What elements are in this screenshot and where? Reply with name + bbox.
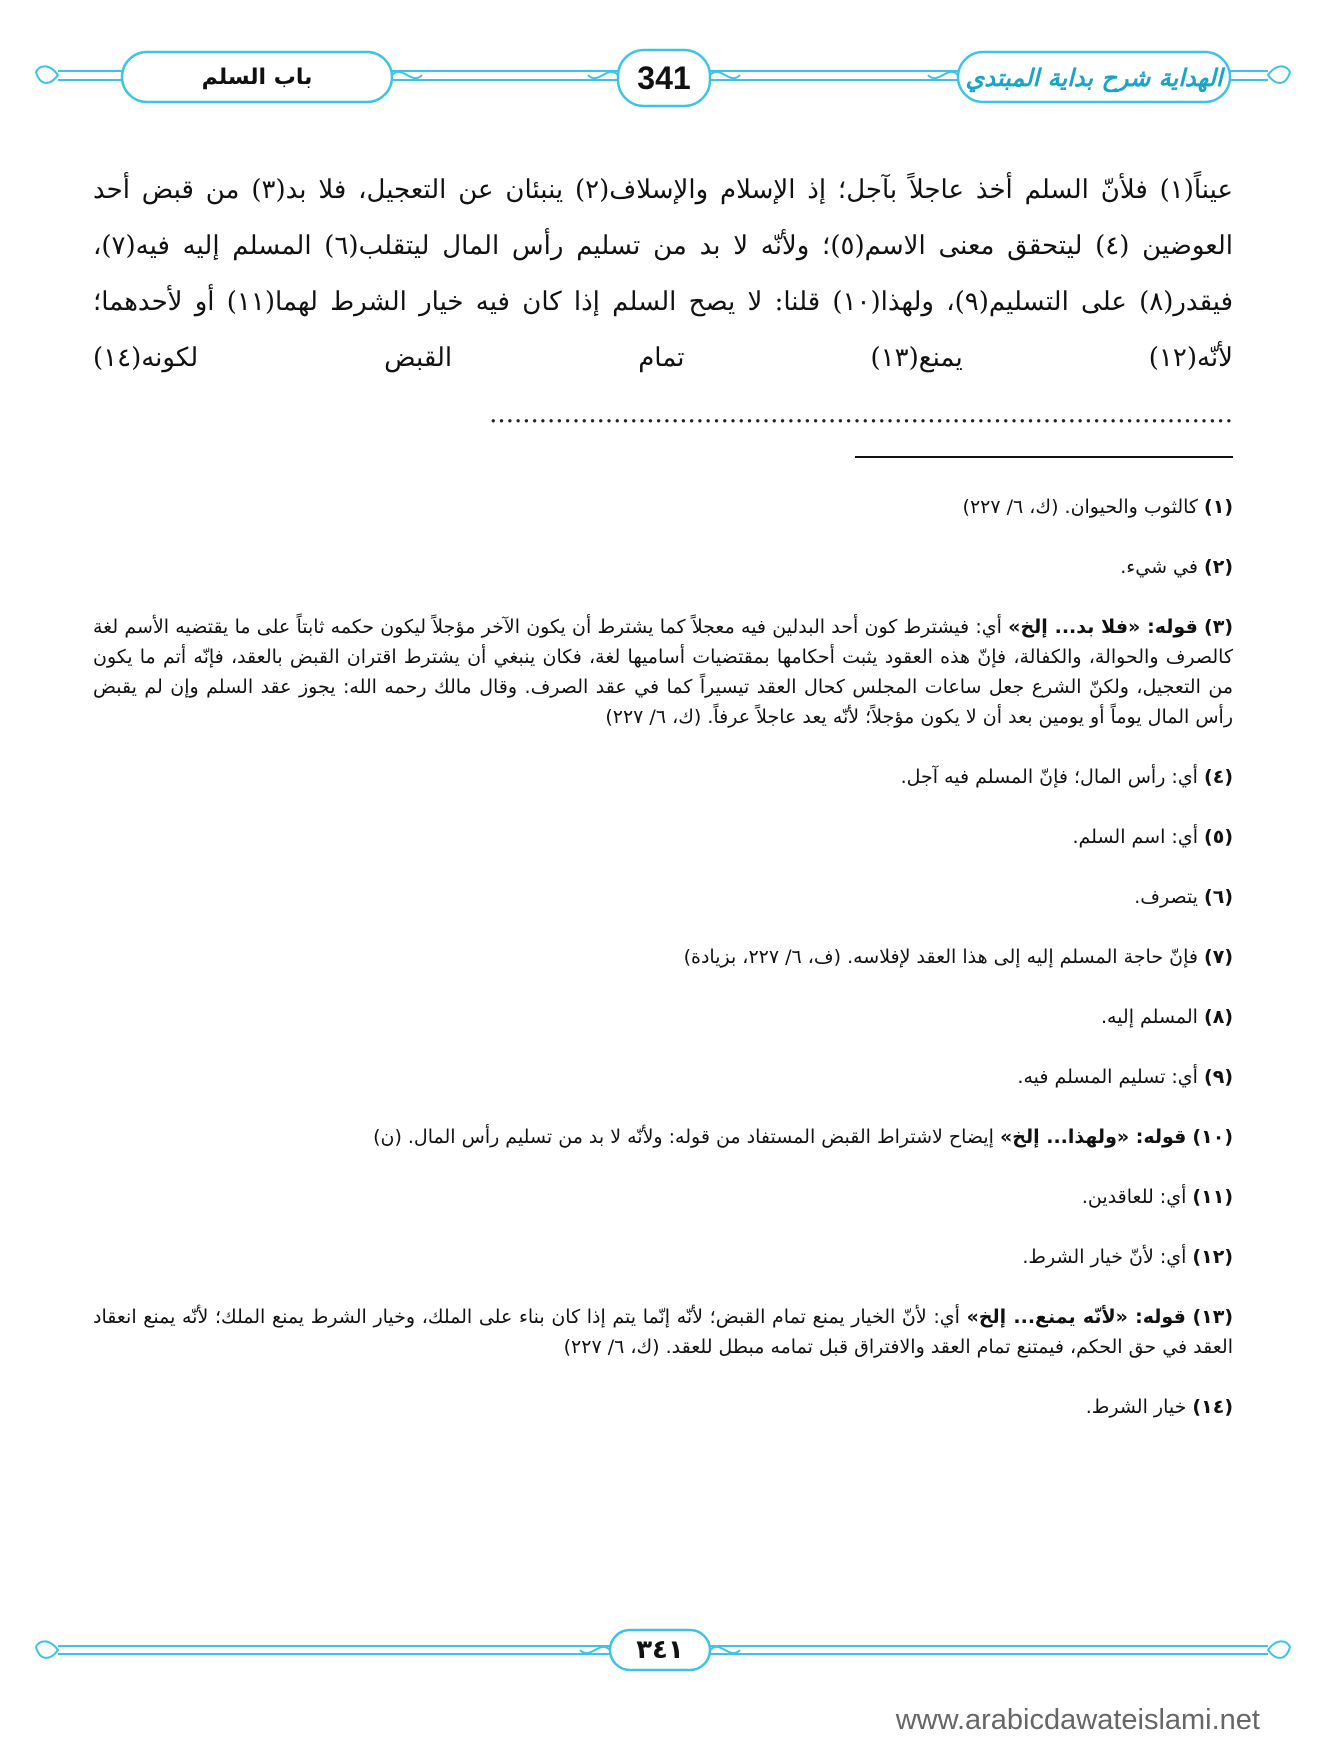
footnote-text: أي: اسم السلم. [1072, 826, 1198, 848]
footnote-text: يتصرف. [1134, 886, 1198, 908]
footnote-7 [93, 942, 1233, 972]
footnote-5 [93, 822, 1233, 852]
footnote-text: أي: رأس المال؛ فإنّ المسلم فيه آجل. [900, 766, 1198, 788]
header-page-number: 341 [637, 59, 691, 96]
footnote-9 [93, 1062, 1233, 1092]
footnote-text: أي: تسليم المسلم فيه. [1017, 1066, 1198, 1088]
footnote-text: خيار الشرط. [1085, 1396, 1187, 1418]
footnote-number: (٦) [1204, 886, 1233, 908]
footnote-number: (٣) [1204, 616, 1233, 638]
footnote-number: (١١) [1192, 1186, 1233, 1208]
footnote-number: (٢) [1204, 556, 1233, 578]
footnote-14 [93, 1392, 1233, 1422]
footnote-text: أي: لأنّ الخيار يمنع تمام القبض؛ لأنّه إنّما يتم إذا كان بناء على الملك، وخيار الشرط يمنع الملك؛ لأنّه يمنع انعقاد العقد في حق الحكم، فيمتنع تمام العقد والافتراق قبل تمامه مبطل للعقد. (ك، ٦/ ٢٢٧) [93, 1306, 1233, 1358]
footnote-text: في شيء. [1120, 556, 1198, 578]
footnote-number: (١٤) [1192, 1396, 1233, 1418]
footer-page-number: ٣٤١ [636, 1635, 684, 1665]
footnote-number: (٨) [1204, 1006, 1233, 1028]
footnote-number: (١٣) [1192, 1306, 1234, 1328]
footnote-text: أي: فيشترط كون أحد البدلين فيه معجلاً كما يشترط أن يكون الآخر مؤجلاً ليكون حكمه ثابتاً على ما يقتضيه الأسم لغة كالصرف والحوالة، والكفالة، فإنّ هذه العقود يثبت أحكامها بمقتضيات أساميها لغة، فكان ينبغي أن يشترط اقتران القبض بالعقد، فإنّه أتم ما يكون من التعجيل، ولكنّ الشرع جعل ساعات المجلس كحال العقد تيسيراً كما في عقد الصرف. وقال مالك رحمه الله: يجوز عقد السلم وإن لم يقبض رأس المال يوماً أو يومين بعد أن لا يكون مؤجلاً؛ لأنّه يعد عاجلاً عرفاً. (ك، ٦/ ٢٢٧) [93, 616, 1233, 728]
footnote-number: (٥) [1204, 826, 1233, 848]
footnote-quote: قوله: «ولهذا... إلخ» [1000, 1126, 1187, 1148]
book-title: الهداية شرح بداية المبتدي [965, 62, 1223, 92]
footnote-4 [93, 762, 1233, 792]
chapter-title: باب السلم [201, 64, 313, 90]
footnote-13 [93, 1302, 1233, 1362]
main-text-block [93, 162, 1233, 442]
footnote-number: (٧) [1204, 946, 1233, 968]
footnote-separator [855, 456, 1233, 458]
footnote-11 [93, 1182, 1233, 1212]
footnote-number: (١٢) [1192, 1246, 1233, 1268]
continuation-dots: .......................................................................................... [489, 399, 1233, 429]
footnote-number: (٤) [1204, 766, 1233, 788]
footnote-text: إيضاح لاشتراط القبض المستفاد من قوله: ولأنّه لا بد من تسليم رأس المال. (ن) [373, 1126, 994, 1148]
page-footer [0, 1620, 1319, 1680]
footnote-12 [93, 1242, 1233, 1272]
footnote-number: (١٠) [1192, 1126, 1233, 1148]
footnote-text: أي: لأنّ خيار الشرط. [1022, 1246, 1187, 1268]
footnote-text: كالثوب والحيوان. (ك، ٦/ ٢٢٧) [962, 496, 1198, 518]
footnote-number: (٩) [1204, 1066, 1233, 1088]
footnote-2 [93, 552, 1233, 582]
footnote-6 [93, 882, 1233, 912]
page-header [0, 0, 1319, 125]
footnote-text: فإنّ حاجة المسلم إليه إلى هذا العقد لإفلاسه. (ف، ٦/ ٢٢٧، بزيادة) [683, 946, 1198, 968]
footnote-number: (١) [1204, 496, 1233, 518]
footnote-1 [93, 492, 1233, 522]
footnote-10 [93, 1122, 1233, 1152]
footnote-text: أي: للعاقدين. [1081, 1186, 1187, 1208]
footnote-8 [93, 1002, 1233, 1032]
footnote-text: المسلم إليه. [1100, 1006, 1198, 1028]
footnote-3 [93, 612, 1233, 732]
footnote-quote: قوله: «فلا بد... إلخ» [1008, 616, 1198, 638]
footnote-quote: قوله: «لأنّه يمنع... إلخ» [966, 1306, 1186, 1328]
website-watermark: www.arabicdawateislami.net [895, 1703, 1260, 1736]
footnotes-list [93, 492, 1233, 1452]
main-text-body: عيناً(١) فلأنّ السلم أخذ عاجلاً بآجل؛ إذ الإسلام والإسلاف(٢) ينبئان عن التعجيل، فلا بد(٣) من قبض أحد العوضين (٤) ليتحقق معنى الاسم(٥)؛ ولأنّه لا بد من تسليم رأس المال ليتقلب(٦) المسلم إليه فيه(٧)، فيقدر(٨) على التسليم(٩)، ولهذا(١٠) قلنا: لا يصح السلم إذا كان فيه خيار الشرط لهما(١١) أو لأحدهما؛ لأنّه(١٢) يمنع(١٣) تمام القبض لكونه(١٤) [93, 175, 1234, 373]
